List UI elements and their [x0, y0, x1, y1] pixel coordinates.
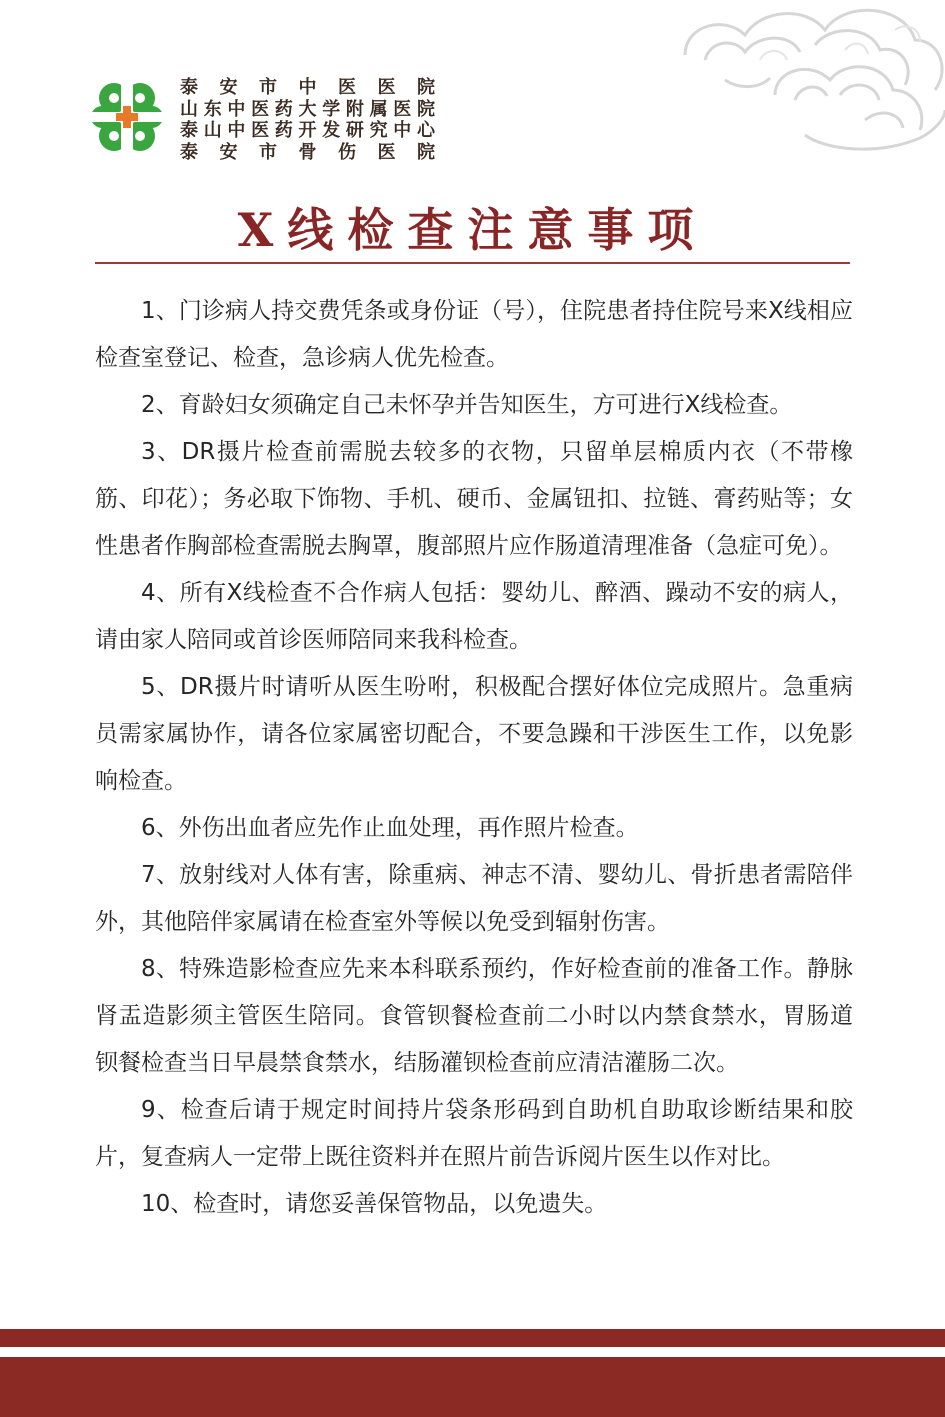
page-title: X线检查注意事项: [237, 203, 708, 257]
notice-item-3: 3、DR摄片检查前需脱去较多的衣物，只留单层棉质内衣（不带橡筋、印花）；务必取下饰物、手机、硬币、金属钮扣、拉链、膏药贴等；女性患者作胸部检查需脱去胸罩，腹部照片应作肠道清理准备（急症可免）。: [95, 439, 853, 559]
notice-item-2: 2、育龄妇女须确定自己未怀孕并告知医生，方可进行X线检查。: [141, 392, 793, 418]
footer-band-thin: [0, 1329, 945, 1347]
notice-item-4: 4、所有X线检查不合作病人包括：婴幼儿、醉酒、躁动不安的病人，请由家人陪同或首诊医师陪同来我科检查。: [95, 580, 853, 653]
organization-names: [180, 77, 435, 163]
notice-item-8: 8、特殊造影检查应先来本科联系预约，作好检查前的准备工作。静脉肾盂造影须主管医生陪同。食管钡餐检查前二小时以内禁食禁水，胃肠道钡餐检查当日早晨禁食禁水，结肠灌钡检查前应清洁灌肠二次。: [95, 956, 853, 1076]
hospital-clover-cross-icon: [88, 78, 166, 156]
notice-item-9: 9、检查后请于规定时间持片袋条形码到自助机自助取诊断结果和胶片，复查病人一定带上既往资料并在照片前告诉阅片医生以作对比。: [95, 1097, 853, 1170]
notice-item-1: 1、门诊病人持交费凭条或身份证（号），住院患者持住院号来X线相应检查室登记、检查，急诊病人优先检查。: [95, 298, 853, 371]
notice-list: [95, 288, 853, 1228]
footer-band-thick: [0, 1357, 945, 1417]
org-name-3: 泰山中医药开发研究中心: [180, 120, 435, 141]
notice-item-10: 10、检查时，请您妥善保管物品，以免遗失。: [141, 1191, 608, 1217]
title-divider: [95, 262, 850, 264]
auspicious-cloud-icon: [665, 0, 945, 165]
org-name-1: 泰安市中医医院: [180, 77, 435, 98]
notice-item-6: 6、外伤出血者应先作止血处理，再作照片检查。: [141, 815, 639, 841]
notice-item-7: 7、放射线对人体有害，除重病、神志不清、婴幼儿、骨折患者需陪伴外，其他陪伴家属请在检查室外等候以免受到辐射伤害。: [95, 862, 853, 935]
org-name-2: 山东中医药大学附属医院: [180, 98, 435, 120]
notice-item-5: 5、DR摄片时请听从医生吩咐，积极配合摆好体位完成照片。急重病员需家属协作，请各位家属密切配合，不要急躁和干涉医生工作，以免影响检查。: [95, 674, 853, 794]
org-name-4: 泰安市骨伤医院: [180, 141, 435, 163]
